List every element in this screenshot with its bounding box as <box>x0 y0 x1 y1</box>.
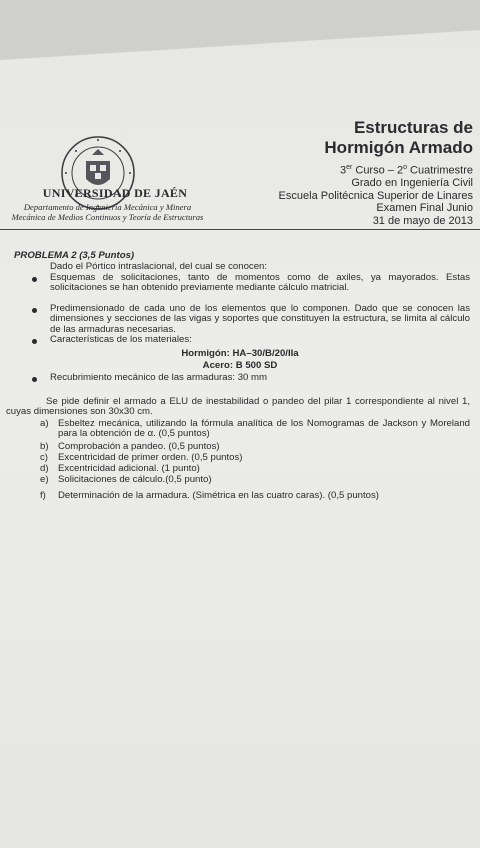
header-divider <box>0 229 480 230</box>
problem-request: Se pide definir el armado a ELU de inestabilidad o pandeo del pilar 1 correspondiente al nivel 1, cuyas dimensiones son 30x30 cm. <box>6 396 470 418</box>
problem-intro: Dado el Pórtico intraslacional, del cual se conocen: <box>50 261 268 272</box>
list-item: Características de los materiales: <box>50 334 192 345</box>
list-item: Comprobación a pandeo. (0,5 puntos) <box>58 441 220 452</box>
course-number-suffix: er <box>346 164 353 171</box>
bullet-icon <box>32 308 37 313</box>
bullet-icon <box>32 277 37 282</box>
list-item: Recubrimiento mecánico de las armaduras: 30 mm <box>50 372 268 383</box>
course-title-line-2: Hormigón Armado <box>324 138 473 157</box>
item-letter: f) <box>40 490 46 501</box>
list-item: Excentricidad de primer orden. (0,5 puntos) <box>58 452 243 463</box>
item-letter: c) <box>40 452 48 463</box>
department-line-2: Mecánica de Medios Continuos y Teoría de Estructuras <box>11 212 204 222</box>
course-number: 3 <box>339 164 347 177</box>
list-item: Esquemas de solicitaciones, tanto de momentos como de axiles, ya mayorados. Estas solicitaciones se han obtenido previamente mediante cálculo matricial. <box>50 272 470 294</box>
list-item: Excentricidad adicional. (1 punto) <box>58 463 200 474</box>
course-header <box>279 118 473 227</box>
list-item: Solicitaciones de cálculo.(0,5 punto) <box>58 474 212 485</box>
course-mid: Curso – 2 <box>352 164 404 177</box>
semester-suffix: o <box>403 164 407 171</box>
department-block <box>0 202 215 222</box>
material-concrete: Hormigón: HA–30/B/20/IIa <box>181 348 299 359</box>
bullet-icon <box>32 377 37 382</box>
item-letter: b) <box>40 441 49 452</box>
course-semester <box>279 162 473 177</box>
course-title-line-1: Estructuras de <box>353 118 473 137</box>
exam-name: Examen Final Junio <box>376 202 473 215</box>
list-item: Determinación de la armadura. (Simétrica en las cuatro caras). (0,5 puntos) <box>58 490 379 501</box>
material-steel: Acero: B 500 SD <box>202 360 278 371</box>
exam-date: 31 de mayo de 2013 <box>372 214 473 227</box>
item-letter: e) <box>40 474 49 485</box>
list-item: Esbeltez mecánica, utilizando la fórmula analítica de los Nomogramas de Jackson y Moreland para la obtención de α. (0,5 puntos) <box>58 418 470 440</box>
bullet-icon <box>32 339 37 344</box>
degree-name: Grado en Ingeniería Civil <box>351 177 473 190</box>
university-name: UNIVERSIDAD DE JAÉN <box>42 186 188 200</box>
item-letter: d) <box>40 463 49 474</box>
page-corner <box>0 30 480 60</box>
department-line-1: Departamento de Ingeniería Mecánica y Minera <box>23 202 192 212</box>
list-item: Predimensionado de cada uno de los elementos que lo componen. Dado que se conocen las dimensiones y secciones de las vigas y soportes que constituyen la estructura, se limita al cálculo de las armaduras necesarias. <box>50 303 470 335</box>
school-name: Escuela Politécnica Superior de Linares <box>278 189 473 202</box>
course-end: Cuatrimestre <box>406 164 473 177</box>
problem-heading: PROBLEMA 2 (3,5 Puntos) <box>14 250 135 261</box>
item-letter: a) <box>40 418 49 429</box>
